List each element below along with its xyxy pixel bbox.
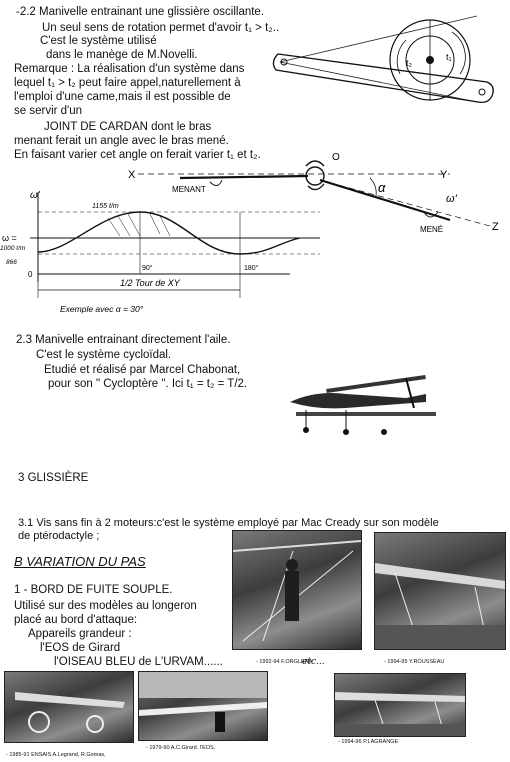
speed-low-label: 866 [6,259,17,266]
caption-lagrange: - 1994-96 P.LAGRANGE [338,739,399,745]
secB-line-3: Appareils grandeur : [28,628,132,640]
caption-eos: - 1979-90 A.C.Girard. l'EOS. [146,745,216,751]
center-o-label: O [332,152,340,163]
axis-y-label: Y [440,169,448,181]
zero-label: 0 [28,270,33,279]
section-b-heading: B VARIATION DU PAS [14,554,146,569]
secB-subheading: 1 - BORD DE FUITE SOUPLE. [14,584,173,596]
mene-label: MENÉ [420,225,444,232]
sec22-line-3: dans le manège de M.Novelli. [46,49,198,61]
photo-ensais [4,671,134,743]
omega-prime-label: ω' [446,193,457,205]
alpha-angle-label: α [378,180,386,195]
caption-ensais: - 1985-91 ENSAIS A.Legrand, R.Gomas, [6,752,106,758]
sec22-line-6: l'emploi d'une came,mais il est possible de [14,91,231,103]
t1-label: t₁ [446,52,452,62]
sec22-line-9: menant ferait un angle avec le bras mené. [14,135,229,147]
photo-orglera [232,530,362,650]
sec22-line-7: se servir d'un [14,105,83,117]
section-2-2-heading: -2.2 Manivelle entrainant une glissière oscillante. [16,6,265,18]
sec22-line-1: Un seul sens de rotation permet d'avoir t₁ > t₂.. [42,22,280,34]
menant-label: MENANT [172,185,206,194]
axis-x-label: X [128,169,136,181]
sec31-line-1: 3.1 Vis sans fin à 2 moteurs:c'est le système employé par Mac Cready sur son modèle [18,517,439,529]
deg90-label: 90° [142,265,153,272]
caption-rousseau: - 1994-95 Y.ROUSSEAU [384,659,445,665]
sec22-line-8: JOINT DE CARDAN dont le bras [44,121,212,133]
sec23-line-2: Etudié et réalisé par Marcel Chabonat, [44,364,241,376]
example-alpha-label: Exemple avec α = 30° [60,304,144,314]
secB-line-2: placé au bord d'attaque: [14,614,138,626]
cycloptere-aircraft-image [286,372,446,438]
deg180-label: 180° [244,265,259,272]
crank-slide-diagram [272,4,508,116]
t2-label: t₂ [406,58,412,68]
secB-line-4: l'EOS de Girard [40,642,121,654]
sec22-line-10: En faisant varier cet angle on ferait varier t₁ et t₂. [14,149,261,161]
secB-line-1: Utilisé sur des modèles au longeron [14,600,197,612]
photo-lagrange [334,673,466,737]
etc-handwritten: etc... [302,657,325,667]
section-2-3-heading: 2.3 Manivelle entrainant directement l'aile. [16,334,231,346]
sec23-line-1: C'est le système cycloïdal. [36,349,172,361]
speed-top-label: 1155 t/m [92,203,119,210]
omega-prime-axis-label: ω' [30,190,40,201]
speed-mid-label: 1000 t/m [0,245,26,252]
section-3-heading: 3 GLISSIÈRE [18,472,89,484]
sec22-line-5: lequel t₁ > t₂ peut faire appel,naturellement à [14,77,241,89]
secB-line-5: l'OISEAU BLEU de L'URVAM...... [54,656,223,668]
photo-rousseau [374,532,506,650]
omega-eq-label: ω = [2,233,17,243]
photo-eos [138,671,268,741]
sec22-line-2: C'est le système utilisé [40,35,157,47]
sec31-line-2: de ptérodactyle ; [18,530,100,542]
caption-orglera: - 1992-94 F.ORGLERA [256,659,313,665]
half-turn-label: 1/2 Tour de XY [120,278,180,288]
sec22-line-4: Remarque : La réalisation d'un système dans [14,63,245,75]
sec23-line-3: pour son " Cycloptère ". Ici t₁ = t₂ = T/2. [48,378,248,390]
axis-z-label: Z [492,221,499,232]
speed-variation-graph [0,186,340,320]
